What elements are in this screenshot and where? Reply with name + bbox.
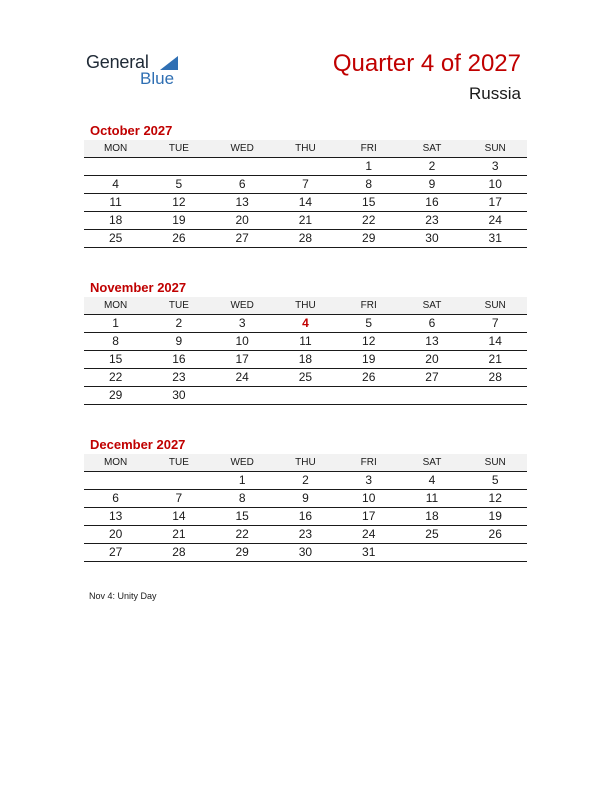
day-cell: 1: [238, 473, 246, 487]
day-cell: [400, 544, 463, 561]
holiday-note: Nov 4: Unity Day: [89, 591, 157, 601]
day-cell: 26: [362, 370, 376, 384]
week-row: [84, 315, 527, 333]
day-cell: 24: [362, 527, 376, 541]
day-cell: 22: [362, 213, 376, 227]
day-cell: 18: [425, 509, 439, 523]
day-cell: 5: [175, 177, 183, 191]
weekday-label: FRI: [360, 143, 377, 154]
month-december: [84, 436, 527, 562]
week-row: [84, 508, 527, 526]
day-cell: 14: [172, 509, 186, 523]
week-row: [84, 176, 527, 194]
day-cell: 16: [425, 195, 439, 209]
day-cell: 22: [108, 370, 123, 384]
week-row: [84, 194, 527, 212]
day-cell: 11: [299, 334, 312, 348]
month-title: November 2027: [90, 280, 187, 295]
day-cell: 15: [235, 509, 249, 523]
day-cell: [147, 472, 210, 489]
day-cell: 21: [172, 527, 186, 541]
generalblue-logo: [86, 52, 186, 92]
day-cell: 23: [172, 370, 186, 384]
holiday-notes: [89, 591, 157, 601]
day-cell: 19: [362, 352, 376, 366]
weekday-header-row: [84, 454, 527, 472]
day-cell: 7: [302, 177, 309, 191]
day-cell: 23: [425, 213, 439, 227]
day-cell: 8: [238, 491, 246, 505]
day-cell: 5: [491, 473, 499, 487]
day-cell: 25: [425, 527, 439, 541]
day-cell: 29: [362, 231, 376, 245]
holiday-day-cell: 4: [302, 316, 309, 330]
day-cell: 25: [108, 231, 123, 245]
day-cell: 20: [425, 352, 439, 366]
weekday-label: SAT: [422, 457, 442, 468]
day-cell: [274, 158, 337, 175]
day-cell: 14: [298, 195, 313, 209]
day-cell: 12: [488, 491, 502, 505]
weekday-label: TUE: [168, 300, 189, 311]
day-cell: 10: [235, 334, 249, 348]
day-cell: 17: [235, 352, 249, 366]
day-cell: 26: [488, 527, 502, 541]
day-cell: 27: [235, 231, 249, 245]
weekday-label: THU: [295, 300, 316, 311]
weekday-label: WED: [230, 457, 254, 468]
day-cell: 17: [488, 195, 502, 209]
weekday-label: MON: [103, 143, 128, 154]
month-november: [84, 279, 527, 405]
weekday-label: FRI: [360, 300, 377, 311]
weekday-label: TUE: [168, 143, 189, 154]
day-cell: 6: [238, 177, 246, 191]
day-cell: 9: [428, 177, 436, 191]
day-cell: 5: [365, 316, 373, 330]
day-cell: [400, 387, 463, 404]
day-cell: 14: [488, 334, 502, 348]
day-cell: 31: [488, 231, 502, 245]
day-cell: 6: [112, 491, 119, 505]
weekday-label: WED: [230, 300, 254, 311]
weekday-label: SAT: [422, 143, 442, 154]
day-cell: 29: [235, 545, 249, 559]
day-cell: 22: [235, 527, 249, 541]
week-row: [84, 544, 527, 562]
day-cell: 25: [298, 370, 313, 384]
page-title: Quarter 4 of 2027: [332, 50, 521, 77]
day-cell: 19: [488, 509, 502, 523]
week-row: [84, 387, 527, 405]
day-cell: 6: [428, 316, 436, 330]
day-cell: [211, 387, 274, 404]
day-cell: 21: [488, 352, 502, 366]
day-cell: 24: [235, 370, 249, 384]
week-row: [84, 351, 527, 369]
day-cell: 13: [108, 509, 123, 523]
day-cell: 29: [108, 388, 123, 402]
logo-triangle-icon: [160, 56, 178, 70]
day-cell: 2: [302, 473, 309, 487]
country-name: Russia: [469, 84, 521, 103]
week-row: [84, 230, 527, 248]
day-cell: 30: [172, 388, 186, 402]
logo-text-blue: Blue: [140, 69, 175, 88]
day-cell: 11: [425, 491, 439, 505]
day-cell: 9: [302, 491, 309, 505]
weekday-label: FRI: [360, 457, 377, 468]
day-cell: 23: [298, 527, 313, 541]
day-cell: 27: [425, 370, 439, 384]
day-cell: [147, 158, 210, 175]
week-row: [84, 212, 527, 230]
weekday-label: THU: [295, 143, 316, 154]
weekday-label: MON: [103, 457, 128, 468]
month-title: December 2027: [90, 437, 186, 452]
weekday-label: WED: [230, 143, 254, 154]
day-cell: 3: [491, 159, 499, 173]
day-cell: 15: [362, 195, 376, 209]
day-cell: 26: [172, 231, 186, 245]
day-cell: 20: [108, 527, 123, 541]
day-cell: 8: [112, 334, 119, 348]
day-cell: 16: [298, 509, 313, 523]
day-cell: 11: [109, 195, 122, 209]
day-cell: 4: [112, 177, 119, 191]
day-cell: 20: [235, 213, 249, 227]
day-cell: 18: [298, 352, 313, 366]
day-cell: [337, 387, 400, 404]
day-cell: [84, 472, 147, 489]
day-cell: 3: [238, 316, 246, 330]
weekday-label: THU: [295, 457, 316, 468]
day-cell: 16: [172, 352, 186, 366]
weekday-label: SUN: [484, 300, 506, 311]
weekday-header-row: [84, 297, 527, 315]
day-cell: 4: [428, 473, 436, 487]
day-cell: 2: [428, 159, 436, 173]
month-october: [84, 122, 527, 248]
day-cell: 9: [175, 334, 183, 348]
day-cell: 12: [362, 334, 376, 348]
day-cell: 13: [235, 195, 249, 209]
week-row: [84, 369, 527, 387]
day-cell: 8: [365, 177, 373, 191]
day-cell: 24: [488, 213, 502, 227]
weekday-label: SUN: [484, 143, 506, 154]
week-row: [84, 158, 527, 176]
week-row: [84, 526, 527, 544]
week-row: [84, 333, 527, 351]
week-row: [84, 472, 527, 490]
day-cell: 3: [365, 473, 373, 487]
day-cell: 30: [425, 231, 439, 245]
day-cell: 2: [175, 316, 183, 330]
day-cell: [464, 544, 527, 561]
day-cell: 15: [108, 352, 123, 366]
day-cell: [84, 158, 147, 175]
day-cell: 10: [362, 491, 376, 505]
day-cell: 10: [488, 177, 502, 191]
day-cell: 17: [362, 509, 376, 523]
weekday-label: TUE: [168, 457, 189, 468]
weekday-label: MON: [103, 300, 128, 311]
day-cell: 28: [298, 231, 313, 245]
weekday-header-row: [84, 140, 527, 158]
day-cell: 31: [362, 545, 376, 559]
day-cell: 27: [108, 545, 123, 559]
day-cell: 1: [365, 159, 373, 173]
day-cell: [211, 158, 274, 175]
day-cell: 7: [175, 491, 183, 505]
weekday-label: SUN: [484, 457, 506, 468]
day-cell: 18: [108, 213, 123, 227]
weekday-label: SAT: [422, 300, 442, 311]
month-title: October 2027: [90, 123, 173, 138]
logo-text-general: General: [86, 52, 149, 72]
day-cell: 12: [172, 195, 186, 209]
day-cell: 28: [488, 370, 502, 384]
day-cell: [464, 387, 527, 404]
day-cell: 1: [112, 316, 119, 330]
week-row: [84, 490, 527, 508]
day-cell: 28: [172, 545, 186, 559]
day-cell: 13: [425, 334, 439, 348]
day-cell: 7: [491, 316, 499, 330]
day-cell: [274, 387, 337, 404]
day-cell: 30: [298, 545, 313, 559]
day-cell: 21: [298, 213, 313, 227]
day-cell: 19: [172, 213, 186, 227]
